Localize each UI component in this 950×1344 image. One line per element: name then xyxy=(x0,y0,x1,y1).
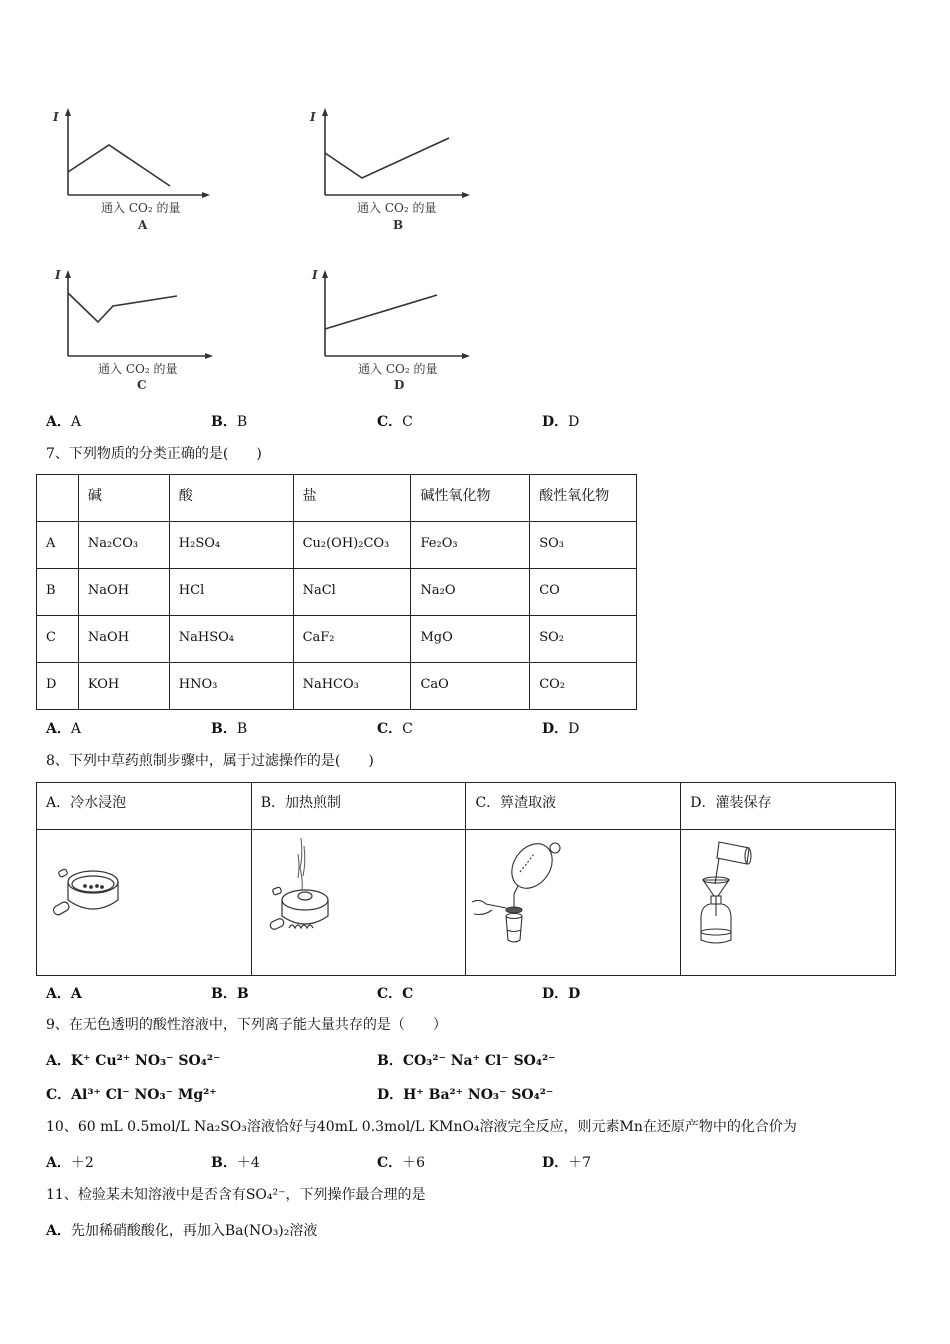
q9-option-d[interactable]: D．H⁺ Ba²⁺ NO₃⁻ SO₄²⁻ xyxy=(377,1087,554,1103)
cell-acidic-oxide: CO xyxy=(530,569,637,616)
step-d-image-cell xyxy=(681,830,896,976)
q7-table xyxy=(36,474,637,710)
step-label: B．加热煎制 xyxy=(251,783,466,830)
cell-salt: Cu₂(OH)₂CO₃ xyxy=(293,522,411,569)
cell-acid: H₂SO₄ xyxy=(169,522,293,569)
q8-option-b[interactable]: B．B xyxy=(211,986,249,1002)
cell-acid: NaHSO₄ xyxy=(169,616,293,663)
q10-stem: 10、60 mL 0.5mol/L Na₂SO₃溶液恰好与40mL 0.3mol/L KMnO₄溶液完全反应，则元素Mn在还原产物中的化合价为 xyxy=(46,1119,797,1135)
cell-acidic-oxide: SO₃ xyxy=(530,522,637,569)
q6-option-d[interactable]: D．D xyxy=(542,414,580,430)
header-cell: 盐 xyxy=(293,475,411,522)
header-cell xyxy=(37,475,79,522)
cell-acid: HCl xyxy=(169,569,293,616)
graph-c-letter: C xyxy=(137,378,147,392)
table-row xyxy=(37,522,637,569)
step-a-image-cell xyxy=(37,830,252,976)
q8-table-header xyxy=(37,783,896,830)
cell-salt: NaHCO₃ xyxy=(293,663,411,710)
step-b-image-cell xyxy=(251,830,466,976)
cell-basic-oxide: CaO xyxy=(411,663,530,710)
q10-option-d[interactable]: D．＋7 xyxy=(542,1155,592,1171)
q7-table-header xyxy=(37,475,637,522)
q7-option-c[interactable]: C．C xyxy=(377,721,413,737)
cell-basic-oxide: Na₂O xyxy=(411,569,530,616)
cell-acidic-oxide: SO₂ xyxy=(530,616,637,663)
cell-base: Na₂CO₃ xyxy=(78,522,169,569)
q9-option-a[interactable]: A．K⁺ Cu²⁺ NO₃⁻ SO₄²⁻ xyxy=(46,1053,221,1069)
graph-b-y-label: I xyxy=(310,110,316,124)
cell-basic-oxide: MgO xyxy=(411,616,530,663)
q7-option-d[interactable]: D．D xyxy=(542,721,580,737)
q9-option-b[interactable]: B．CO₃²⁻ Na⁺ Cl⁻ SO₄²⁻ xyxy=(377,1053,556,1069)
step-label: C．箅渣取液 xyxy=(466,783,681,830)
q8-option-a[interactable]: A．A xyxy=(46,986,82,1002)
cell-salt: CaF₂ xyxy=(293,616,411,663)
header-cell: 酸性氧化物 xyxy=(530,475,637,522)
cell-basic-oxide: Fe₂O₃ xyxy=(411,522,530,569)
q11-option-a[interactable]: A．先加稀硝酸酸化，再加入Ba(NO₃)₂溶液 xyxy=(46,1223,318,1239)
graph-c-x-label: 通入 CO₂ 的量 xyxy=(98,362,178,376)
graph-d-x-label: 通入 CO₂ 的量 xyxy=(358,362,438,376)
step-c-image-cell xyxy=(466,830,681,976)
row-label: D xyxy=(37,663,79,710)
table-row xyxy=(37,616,637,663)
table-row xyxy=(37,663,637,710)
cell-base: KOH xyxy=(78,663,169,710)
q7-option-a[interactable]: A．A xyxy=(46,721,81,737)
row-label: A xyxy=(37,522,79,569)
graph-c-y-label: I xyxy=(55,268,61,282)
q7-option-b[interactable]: B．B xyxy=(211,721,248,737)
q10-option-b[interactable]: B．＋4 xyxy=(211,1155,260,1171)
q8-table xyxy=(36,782,896,976)
graph-b-letter: B xyxy=(393,218,404,232)
cell-acidic-oxide: CO₂ xyxy=(530,663,637,710)
header-cell: 碱性氧化物 xyxy=(411,475,530,522)
q6-option-b[interactable]: B．B xyxy=(211,414,248,430)
step-label: D．灌装保存 xyxy=(681,783,896,830)
q8-option-c[interactable]: C．C xyxy=(377,986,414,1002)
q10-option-a[interactable]: A．＋2 xyxy=(46,1155,94,1171)
pot-heating-illustration xyxy=(267,836,347,941)
cell-salt: NaCl xyxy=(293,569,411,616)
graph-d-y-label: I xyxy=(312,268,318,282)
graph-b-x-label: 通入 CO₂ 的量 xyxy=(357,201,437,215)
q8-illustration-row xyxy=(37,830,896,976)
graph-a-y-label: I xyxy=(53,110,59,124)
cell-base: NaOH xyxy=(78,569,169,616)
header-cell: 碱 xyxy=(78,475,169,522)
header-cell: 酸 xyxy=(169,475,293,522)
q10-option-c[interactable]: C．＋6 xyxy=(377,1155,426,1171)
q9-option-c[interactable]: C．Al³⁺ Cl⁻ NO₃⁻ Mg²⁺ xyxy=(46,1087,217,1103)
q8-option-d[interactable]: D．D xyxy=(542,986,581,1002)
q8-stem: 8、下列中草药煎制步骤中，属于过滤操作的是( ) xyxy=(46,753,374,769)
cell-base: NaOH xyxy=(78,616,169,663)
q11-stem: 11、检验某未知溶液中是否含有SO₄²⁻，下列操作最合理的是 xyxy=(46,1187,426,1203)
graph-a-letter: A xyxy=(138,218,148,232)
strain-liquid-illustration xyxy=(470,836,580,951)
pot-soaking-illustration xyxy=(49,860,129,930)
cell-acid: HNO₃ xyxy=(169,663,293,710)
graph-d-letter: D xyxy=(394,378,405,392)
q6-option-c[interactable]: C．C xyxy=(377,414,413,430)
q6-option-a[interactable]: A．A xyxy=(46,414,81,430)
q9-stem: 9、在无色透明的酸性溶液中，下列离子能大量共存的是（ ） xyxy=(46,1017,447,1033)
table-row xyxy=(37,569,637,616)
row-label: C xyxy=(37,616,79,663)
q7-stem: 7、下列物质的分类正确的是( ) xyxy=(46,446,262,462)
step-label: A．冷水浸泡 xyxy=(37,783,252,830)
bottle-filling-illustration xyxy=(689,834,769,949)
row-label: B xyxy=(37,569,79,616)
graph-a-x-label: 通入 CO₂ 的量 xyxy=(101,201,181,215)
